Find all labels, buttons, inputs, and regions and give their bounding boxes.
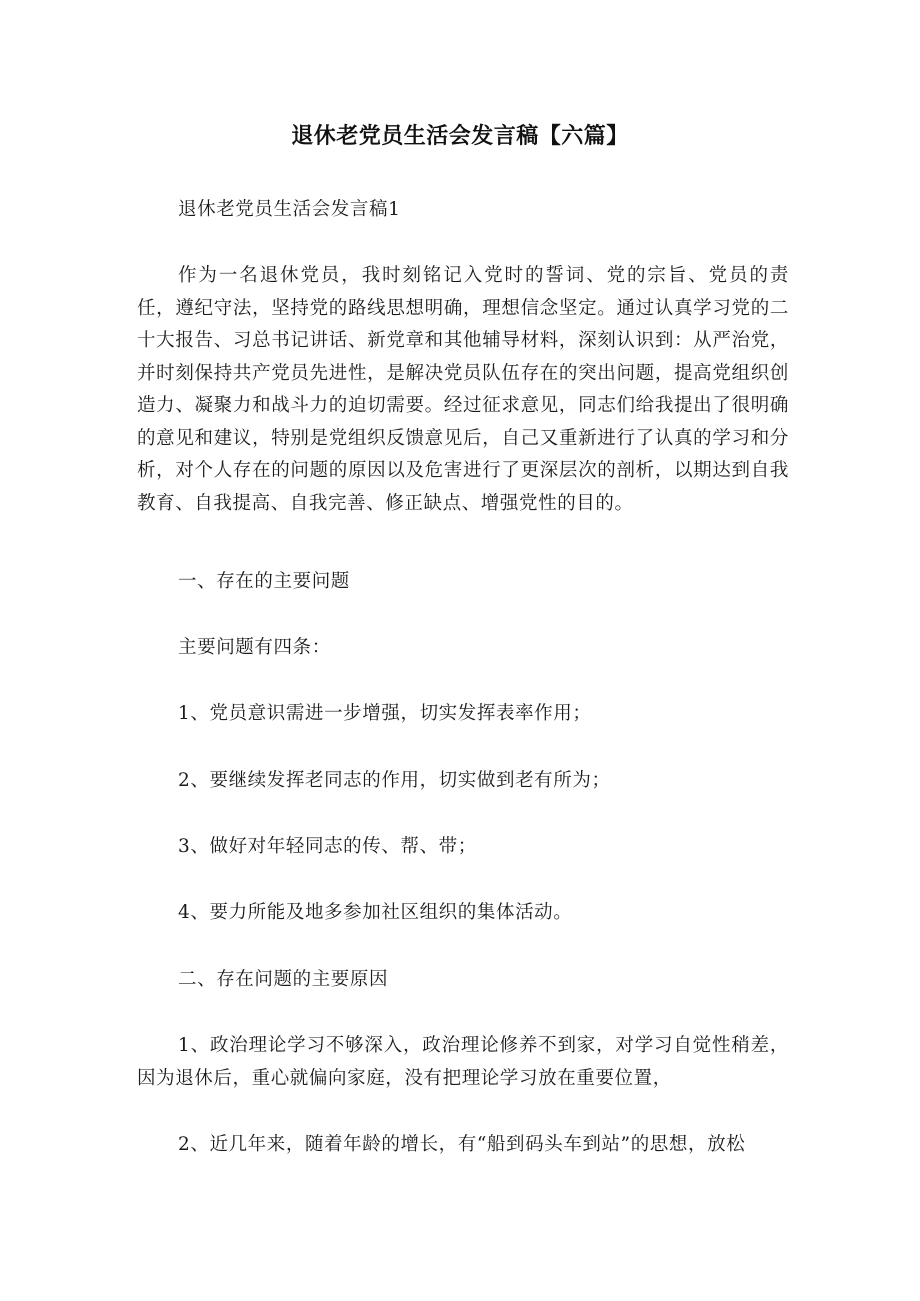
paragraph-problem-3: 3、做好对年轻同志的传、帮、带；: [178, 836, 477, 857]
paragraph-cause-2: 2、近几年来，随着年龄的增长，有“船到码头车到站”的思想，放松: [178, 1134, 746, 1155]
paragraph-section-heading-1: 退休老党员生活会发言稿1: [178, 199, 401, 220]
paragraph-cause-1: 1、政治理论学习不够深入，政治理论修养不到家，对学习自觉性稍差，因为退休后，重心就偏向家庭，没有把理论学习放在重要位置，: [137, 1035, 789, 1089]
paragraph-problem-2: 2、要继续发挥老同志的作用，切实做到老有所为；: [178, 770, 611, 791]
document-title: 退休老党员生活会发言稿【六篇】: [291, 124, 629, 149]
paragraph-problem-4: 4、要力所能及地多参加社区组织的集体活动。: [178, 902, 573, 923]
paragraph-heading-problems: 一、存在的主要问题: [178, 571, 350, 592]
paragraph-problem-1: 1、党员意识需进一步增强，切实发挥表率作用；: [178, 703, 592, 724]
paragraph-heading-causes: 二、存在问题的主要原因: [178, 969, 389, 990]
paragraph-problems-count: 主要问题有四条：: [178, 637, 331, 658]
paragraph-intro: 作为一名退休党员，我时刻铭记入党时的誓词、党的宗旨、党员的责任，遵纪守法，坚持党的路线思想明确，理想信念坚定。通过认真学习党的二十大报告、习总书记讲话、新党章和其他辅导材料，深刻认识到：从严治党，并时刻保持共产党员先进性，是解决党员队伍存在的突出问题，提高党组织创造力、凝聚力和战斗力的迫切需要。经过征求意见，同志们给我提出了很明确的意见和建议，特别是党组织反馈意见后，自己又重新进行了认真的学习和分析，对个人存在的问题的原因以及危害进行了更深层次的剖析，以期达到自我教育、自我提高、自我完善、修正缺点、增强党性的目的。: [137, 265, 789, 514]
